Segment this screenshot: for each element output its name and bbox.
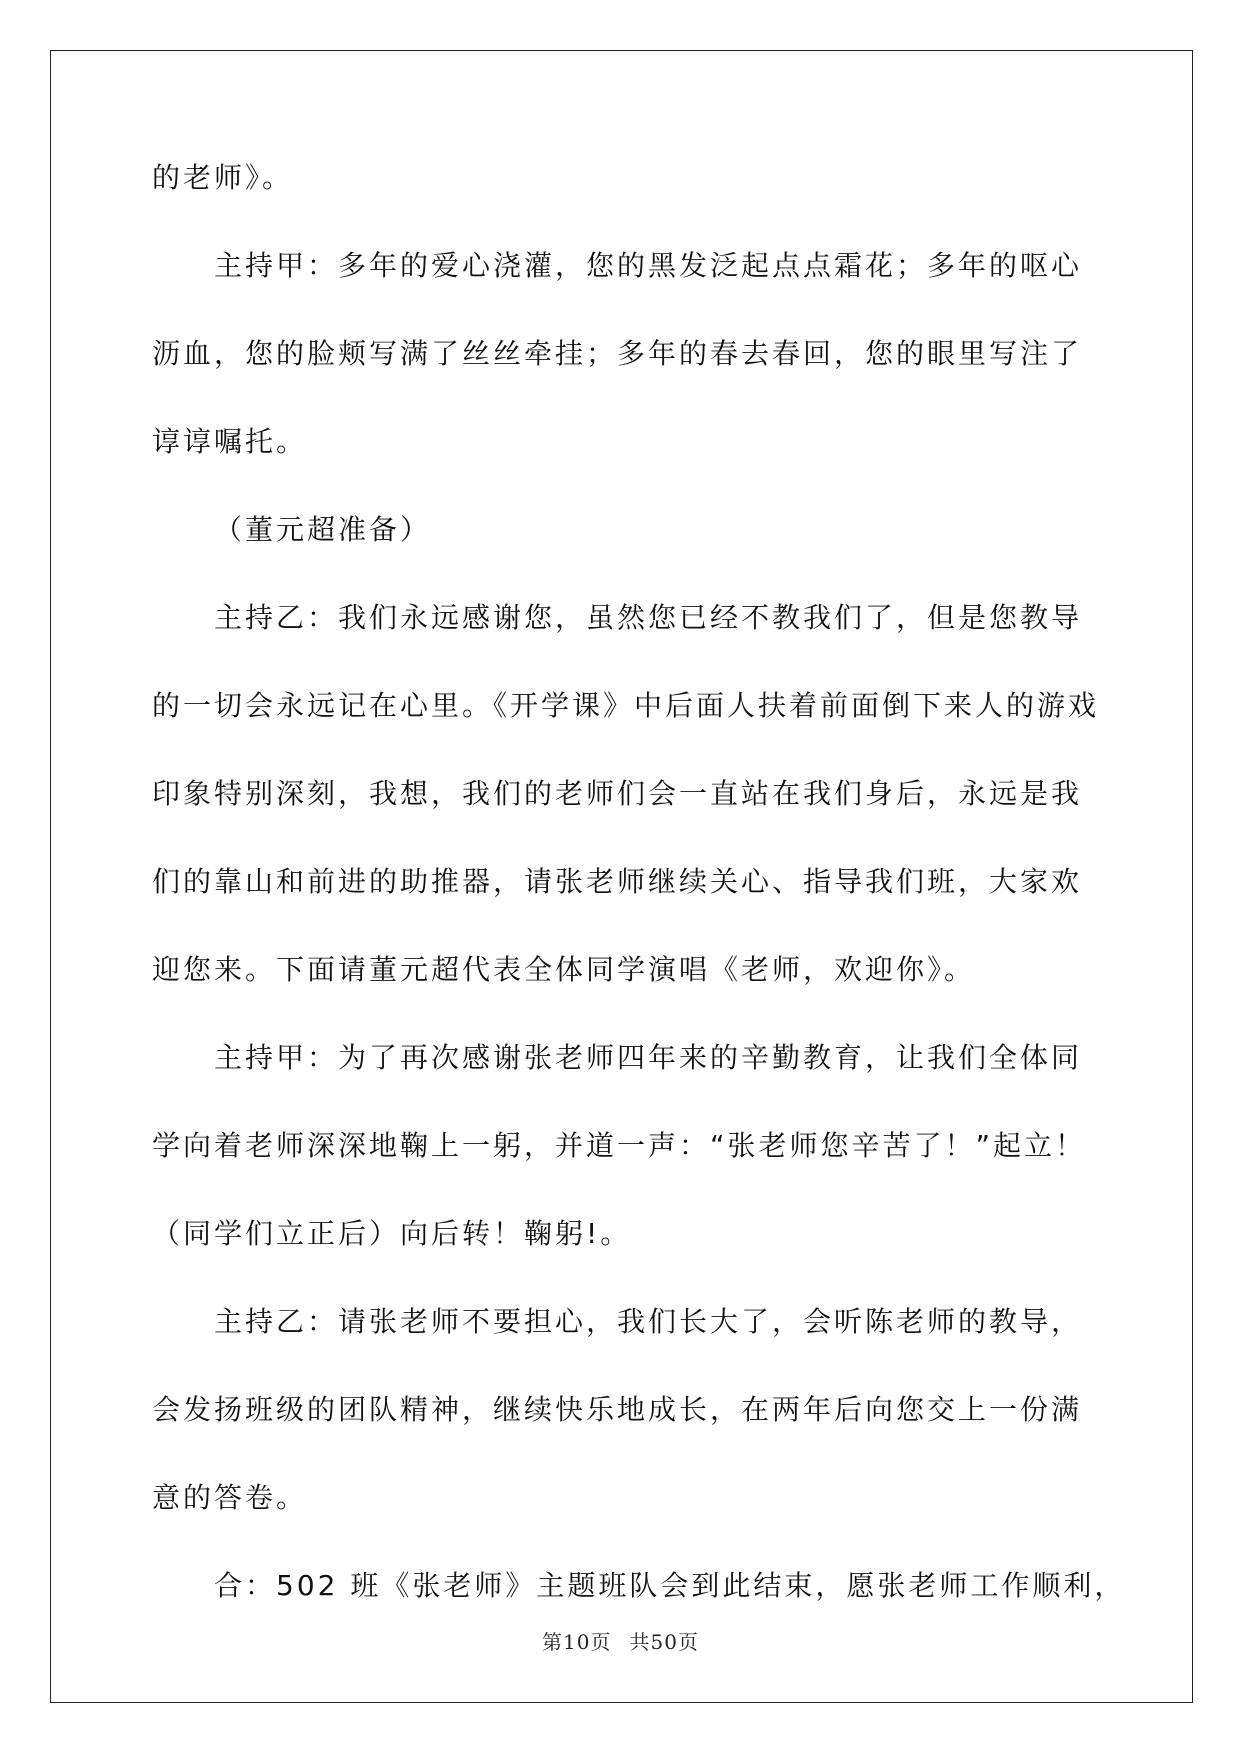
document-body	[152, 158, 1132, 1654]
text-line-1	[152, 158, 1132, 246]
text-line-2	[152, 246, 1132, 334]
line-text: 们的靠山和前进的助推器，请张老师继续关心、指导我们班，大家欢	[152, 865, 1083, 898]
page-number-total: 共50页	[629, 1630, 699, 1654]
text-line-6	[152, 598, 1132, 686]
text-line-14	[152, 1302, 1132, 1390]
line-text: 主持乙：我们永远感谢您，虽然您已经不教我们了，但是您教导	[214, 601, 1083, 634]
line-text: 意的答卷。	[152, 1481, 308, 1514]
line-text: （董元超准备）	[214, 513, 432, 546]
text-line-3	[152, 334, 1132, 422]
text-line-15	[152, 1390, 1132, 1478]
line-text: 主持乙：请张老师不要担心，我们长大了，会听陈老师的教导，	[214, 1305, 1083, 1338]
line-text: 的老师》。	[152, 161, 294, 194]
text-line-16	[152, 1478, 1132, 1566]
text-line-12	[152, 1126, 1132, 1214]
line-text: 主持甲：多年的爱心浇灌，您的黑发泛起点点霜花；多年的呕心	[214, 249, 1083, 282]
page-footer	[0, 1626, 1241, 1655]
text-line-11	[152, 1038, 1132, 1126]
text-line-5	[152, 510, 1132, 598]
line-text: 沥血，您的脸颊写满了丝丝牵挂；多年的春去春回，您的眼里写注了	[152, 337, 1083, 370]
text-line-10	[152, 950, 1132, 1038]
line-text: 谆谆嘱托。	[152, 425, 308, 458]
text-line-7	[152, 686, 1132, 774]
line-text: （同学们立正后）向后转！鞠躬!。	[152, 1217, 632, 1250]
text-line-8	[152, 774, 1132, 862]
page-number-current: 第10页	[542, 1630, 612, 1654]
line-text: 学向着老师深深地鞠上一躬，并道一声：“张老师您辛苦了！”起立！	[152, 1129, 1087, 1162]
line-text: 会发扬班级的团队精神，继续快乐地成长，在两年后向您交上一份满	[152, 1393, 1083, 1426]
line-text: 合：502 班《张老师》主题班队会到此结束，愿张老师工作顺利，	[214, 1569, 1126, 1602]
line-text: 迎您来。下面请董元超代表全体同学演唱《老师，欢迎你》。	[152, 953, 976, 986]
line-text: 主持甲：为了再次感谢张老师四年来的辛勤教育，让我们全体同	[214, 1041, 1083, 1074]
text-line-4	[152, 422, 1132, 510]
line-text: 的一切会永远记在心里。《开学课》中后面人扶着前面倒下来人的游戏	[152, 689, 1100, 722]
text-line-9	[152, 862, 1132, 950]
line-text: 印象特别深刻，我想，我们的老师们会一直站在我们身后，永远是我	[152, 777, 1083, 810]
text-line-13	[152, 1214, 1132, 1302]
